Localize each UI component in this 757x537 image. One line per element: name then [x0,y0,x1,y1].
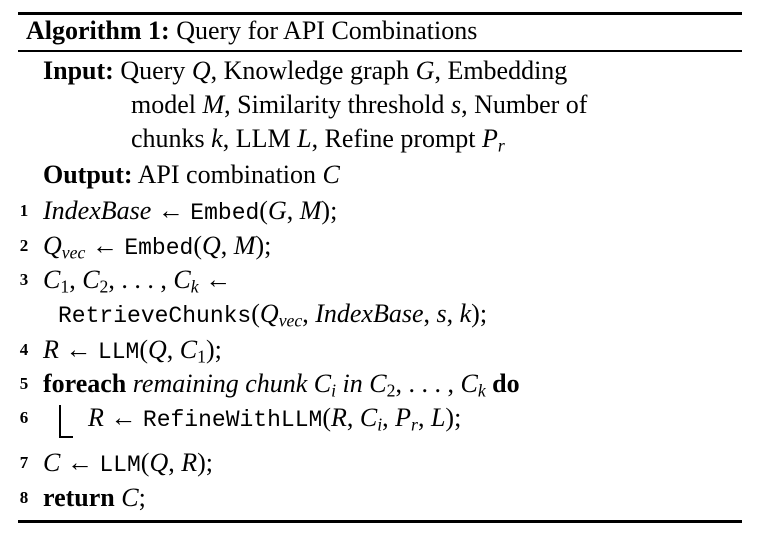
caption-rule [18,50,742,52]
step-7: C ← LLM(Q, R); [43,448,213,478]
line-number-8: 8 [19,488,29,507]
input-keyword: Input: [43,56,114,85]
step-1: IndexBase ← Embed(G, M); [43,196,338,226]
line-number-6: 6 [19,408,29,427]
line-number-4: 4 [19,340,29,359]
output-keyword: Output: [43,160,133,189]
step-3-line-1: $C_1$, $C_2$, . . . , $C_k$ ← [43,265,232,297]
step-6: R ← RefineWithLLM(R, $C_i$, $P_r$, L); [88,403,462,435]
loop-body-end [59,436,73,438]
line-number-5: 5 [19,374,29,393]
line-number-1: 1 [19,201,29,220]
input-line-2: model M, Similarity threshold s, Number of [131,90,588,119]
loop-body-bar [59,405,61,438]
line-number-3: 3 [19,270,29,289]
step-3-line-2: $RetrieveChunks(Q_{vec}$, IndexBase, s, k); [58,299,488,331]
output-line: Output: API combination C [43,160,340,189]
step-8: return C; [43,483,146,512]
step-5: foreach remaining chunk $C_i$ in $C_2$, . . . , $C_k$ do [43,369,520,401]
algorithm-label: Algorithm 1: [26,16,170,45]
bottom-rule [18,520,742,523]
line-number-2: 2 [19,236,29,255]
line-number-7: 7 [19,453,29,472]
input-line-1: Input: Query Q, Knowledge graph G, Embedding [43,56,568,85]
algorithm-caption [26,16,477,46]
input-line-3: chunks k, LLM L, Refine prompt $P_r$ [131,124,505,156]
step-4: R ← LLM(Q, $C_1$); [43,335,222,367]
step-2: $Q_{vec}$ ← Embed(Q, M); [43,231,272,263]
top-rule [18,12,742,15]
algorithm-title: Query for API Combinations [176,16,478,45]
